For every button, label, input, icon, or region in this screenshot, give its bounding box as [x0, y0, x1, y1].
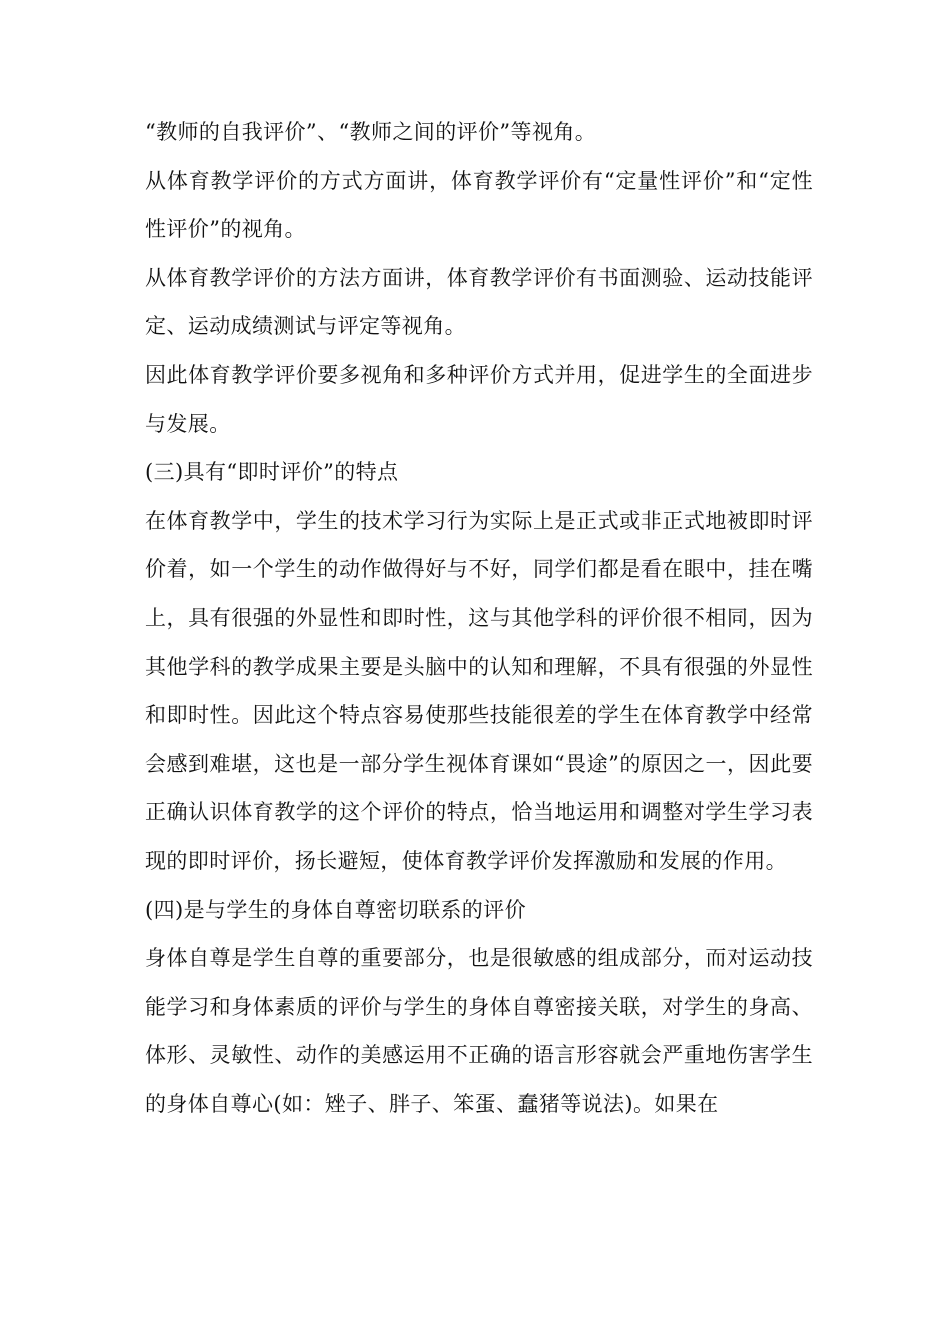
paragraph-teacher-evaluation-views: “教师的自我评价”、“教师之间的评价”等视角。 [145, 120, 597, 144]
paragraph-evaluation-methods: 从体育教学评价的方法方面讲，体育教学评价有书面测验、运动技能评定、运动成绩测试与评定等视角。 [145, 265, 813, 339]
paragraph-multi-perspective: 因此体育教学评价要多视角和多种评价方式并用，促进学生的全面进步与发展。 [145, 362, 813, 436]
paragraph-instant-evaluation: 在体育教学中，学生的技术学习行为实际上是正式或非正式地被即时评价着，如一个学生的动作做得好与不好，同学们都是看在眼中，挂在嘴上，具有很强的外显性和即时性，这与其他学科的评价很不相同，因为其他学科的教学成果主要是头脑中的认知和理解，不具有很强的外显性和即时性。因此这个特点容易使那些技能很差的学生在体育教学中经常会感到难堪，这也是一部分学生视体育课如“畏途”的原因之一，因此要正确认识体育教学的这个评价的特点，恰当地运用和调整对学生学习表现的即时评价，扬长避短，使体育教学评价发挥激励和发展的作用。 [145, 508, 813, 873]
document-body [145, 108, 813, 1128]
section-heading-instant-evaluation: (三)具有“即时评价”的特点 [145, 460, 399, 485]
section-heading-body-self-esteem: (四)是与学生的身体自尊密切联系的评价 [145, 897, 526, 922]
paragraph-body-self-esteem: 身体自尊是学生自尊的重要部分，也是很敏感的组成部分，而对运动技能学习和身体素质的评价与学生的身体自尊密接关联，对学生的身高、体形、灵敏性、动作的美感运用不正确的语言形容就会严重地伤害学生的身体自尊心(如：矬子、胖子、笨蛋、蠢猪等说法)。如果在 [145, 946, 813, 1116]
paragraph-evaluation-modes: 从体育教学评价的方式方面讲，体育教学评价有“定量性评价”和“定性性评价”的视角。 [145, 168, 813, 242]
